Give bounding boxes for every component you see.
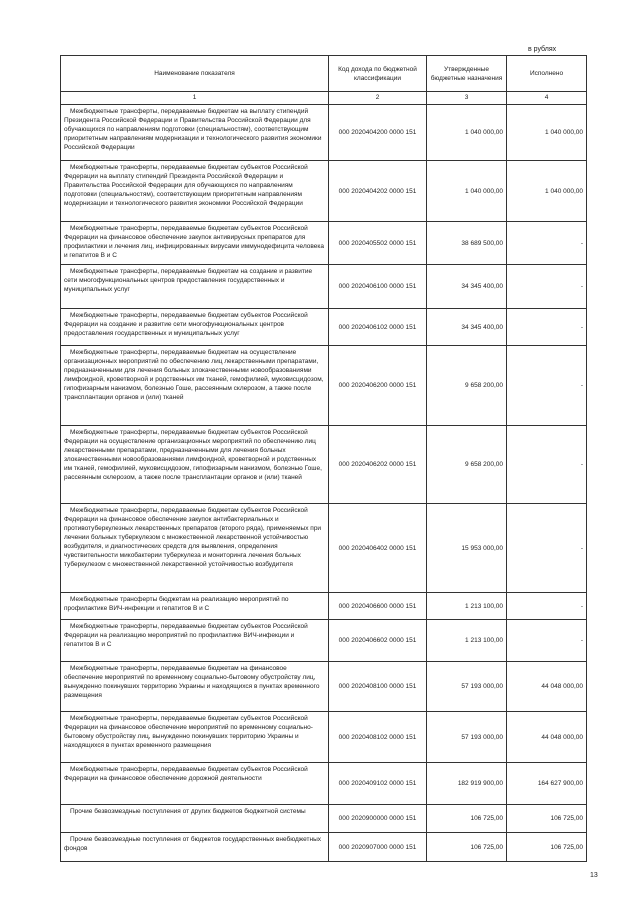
row-indicator-name: Межбюджетные трансферты, передаваемые бюджетам субъектов Российской Федерации на осуществление организационных мероприятий по обеспечению лиц лекарственными препаратами, предназначенными для лечения больных злокачественными новообразованиями лимфоидной, кроветворной и родственных им тканей, гемофилией, муковисцидозом, гипофизарным нанизмом, болезнью Гоше, рассеянным склерозом, а также после трансплантации органов и (или) тканей: [64, 429, 322, 481]
row-approved-amount: 38 689 500,00: [427, 222, 507, 265]
row-approved-amount: 106 725,00: [427, 805, 507, 833]
row-revenue-code: 000 2020406402 0000 151: [329, 504, 427, 593]
row-indicator-name: Межбюджетные трансферты, передаваемые бюджетам субъектов Российской Федерации на создание и развитие сети многофункциональных центров предоставления государственных и муниципальных услуг: [64, 312, 308, 337]
column-number: 3: [427, 92, 507, 105]
table-row: [61, 833, 587, 862]
row-approved-amount: 1 040 000,00: [427, 105, 507, 161]
row-indicator-name: Межбюджетные трансферты, передаваемые бюджетам субъектов Российской Федерации на финансовое обеспечение закупок антибактериальных и противотуберкулезных лекарственных препаратов (второго ряда), применяемых при лечении больных туберкулезом с множественной лекарственной устойчивостью возбудителя, и диагностических средств для выявления, определения чувствительности микобактерии туберкулеза и мониторинга лечения больных туберкулезом с множественной лекарственной устойчивостью возбудителя: [64, 507, 322, 568]
row-revenue-code: 000 2020405502 0000 151: [329, 222, 427, 265]
row-executed-amount: -: [507, 504, 587, 593]
row-approved-amount: 1 040 000,00: [427, 161, 507, 222]
row-revenue-code: 000 2020404202 0000 151: [329, 161, 427, 222]
row-indicator-name: Межбюджетные трансферты, передаваемые бюджетам на осуществление организационных мероприятий по обеспечению лиц лекарственными препаратами, предназначенными для лечения больных злокачественными новообразованиями лимфоидной, кроветворной и родственных им тканей, гемофилией, муковисцидозом, гипофизарным нанизмом, болезнью Гоше, рассеянным склерозом, а также после трансплантации органов и (или) тканей: [64, 349, 324, 401]
table-row: [61, 593, 587, 620]
row-revenue-code: 000 2020409102 0000 151: [329, 763, 427, 805]
row-revenue-code: 000 2020406600 0000 151: [329, 593, 427, 620]
row-revenue-code: 000 2020404200 0000 151: [329, 105, 427, 161]
table-row: [61, 222, 587, 265]
row-approved-amount: 1 213 100,00: [427, 593, 507, 620]
table-row: [61, 763, 587, 805]
row-indicator-name: Межбюджетные трансферты, передаваемые бюджетам субъектов Российской Федерации на финансовое обеспечение мероприятий по временному социально-бытовому обустройству лиц, вынужденно покинувших территорию Украины и находящихся в пунктах временного размещения: [64, 715, 313, 749]
row-approved-amount: 1 213 100,00: [427, 620, 507, 662]
table-row: [61, 426, 587, 504]
row-indicator-name: Прочие безвозмездные поступления от других бюджетов бюджетной системы: [70, 808, 306, 815]
row-executed-amount: -: [507, 346, 587, 426]
row-approved-amount: 106 725,00: [427, 833, 507, 862]
row-executed-amount: -: [507, 593, 587, 620]
budget-execution-table: [60, 55, 587, 862]
row-revenue-code: 000 2020406602 0000 151: [329, 620, 427, 662]
row-approved-amount: 34 345 400,00: [427, 309, 507, 346]
table-row: [61, 662, 587, 712]
row-revenue-code: 000 2020408100 0000 151: [329, 662, 427, 712]
row-revenue-code: 000 2020900000 0000 151: [329, 805, 427, 833]
row-approved-amount: 34 345 400,00: [427, 265, 507, 309]
table-row: [61, 309, 587, 346]
row-revenue-code: 000 2020406200 0000 151: [329, 346, 427, 426]
row-indicator-name: Межбюджетные трансферты, передаваемые бюджетам субъектов Российской Федерации на выплату стипендий Президента Российской Федерации и Правительства Российской Федерации для обучающихся по направлениям подготовки (специальностям), соответствующим приоритетным направлениям модернизации и технологического развития экономики Российской Федерации: [64, 164, 308, 207]
row-indicator-name: Межбюджетные трансферты, передаваемые бюджетам на финансовое обеспечение мероприятий по временному социально-бытовому обустройству лиц, вынужденно покинувших территорию Украины и находящихся в пунктах временного размещения: [64, 665, 320, 699]
column-number: 1: [61, 92, 329, 105]
row-indicator-name: Межбюджетные трансферты, передаваемые бюджетам на создание и развитие сети многофункциональных центров предоставления государственных и муниципальных услуг: [64, 268, 313, 293]
row-executed-amount: 106 725,00: [507, 833, 587, 862]
page-number: 13: [590, 872, 598, 879]
row-indicator-name: Межбюджетные трансферты, передаваемые бюджетам на выплату стипендий Президента Российской Федерации и Правительства Российской Федерации для обучающихся по направлениям подготовки (специальностям), соответствующим приоритетным направлениям модернизации и технологического развития экономики Российской Федерации: [64, 108, 322, 151]
row-indicator-name: Прочие безвозмездные поступления от бюджетов государственных внебюджетных фондов: [64, 836, 321, 852]
row-indicator-name: Межбюджетные трансферты, передаваемые бюджетам субъектов Российской Федерации на финансовое обеспечение дорожной деятельности: [64, 766, 308, 782]
row-executed-amount: -: [507, 222, 587, 265]
row-approved-amount: 9 658 200,00: [427, 426, 507, 504]
row-indicator-name: Межбюджетные трансферты бюджетам на реализацию мероприятий по профилактике ВИЧ-инфекции и гепатитов В и С: [64, 596, 289, 612]
table-row: [61, 161, 587, 222]
column-number: 4: [507, 92, 587, 105]
row-executed-amount: 1 040 000,00: [507, 105, 587, 161]
row-executed-amount: -: [507, 309, 587, 346]
row-indicator-name: Межбюджетные трансферты, передаваемые бюджетам субъектов Российской Федерации на финансовое обеспечение закупок антивирусных препаратов для профилактики и лечения лиц, инфицированных вирусами иммунодефицита человека и гепатитов В и С: [64, 225, 325, 259]
row-executed-amount: -: [507, 265, 587, 309]
header-indicator-name: Наименование показателя: [61, 56, 329, 92]
row-approved-amount: 182 919 900,00: [427, 763, 507, 805]
row-approved-amount: 57 193 000,00: [427, 662, 507, 712]
row-revenue-code: 000 2020406102 0000 151: [329, 309, 427, 346]
header-revenue-code: Код дохода по бюджетной классификации: [329, 56, 427, 92]
table-row: [61, 620, 587, 662]
row-approved-amount: 57 193 000,00: [427, 712, 507, 763]
column-number: 2: [329, 92, 427, 105]
header-executed-amount: Исполнено: [507, 56, 587, 92]
row-executed-amount: -: [507, 426, 587, 504]
row-executed-amount: 1 040 000,00: [507, 161, 587, 222]
table-row: [61, 712, 587, 763]
row-executed-amount: 44 048 000,00: [507, 712, 587, 763]
table-row: [61, 805, 587, 833]
row-indicator-name: Межбюджетные трансферты, передаваемые бюджетам субъектов Российской Федерации на реализацию мероприятий по профилактике ВИЧ-инфекции и гепатитов В и С: [64, 623, 308, 648]
row-approved-amount: 15 953 000,00: [427, 504, 507, 593]
table-row: [61, 346, 587, 426]
row-executed-amount: 164 627 900,00: [507, 763, 587, 805]
table-row: [61, 265, 587, 309]
row-revenue-code: 000 2020406100 0000 151: [329, 265, 427, 309]
row-executed-amount: -: [507, 620, 587, 662]
table-header-row: [61, 56, 587, 92]
row-executed-amount: 106 725,00: [507, 805, 587, 833]
currency-unit-label: в рублях: [528, 46, 557, 53]
header-approved-amount: Утвержденные бюджетные назначения: [427, 56, 507, 92]
row-revenue-code: 000 2020408102 0000 151: [329, 712, 427, 763]
row-revenue-code: 000 2020406202 0000 151: [329, 426, 427, 504]
row-executed-amount: 44 048 000,00: [507, 662, 587, 712]
table-row: [61, 105, 587, 161]
row-approved-amount: 9 658 200,00: [427, 346, 507, 426]
row-revenue-code: 000 2020907000 0000 151: [329, 833, 427, 862]
column-number-row: [61, 92, 587, 105]
table-row: [61, 504, 587, 593]
